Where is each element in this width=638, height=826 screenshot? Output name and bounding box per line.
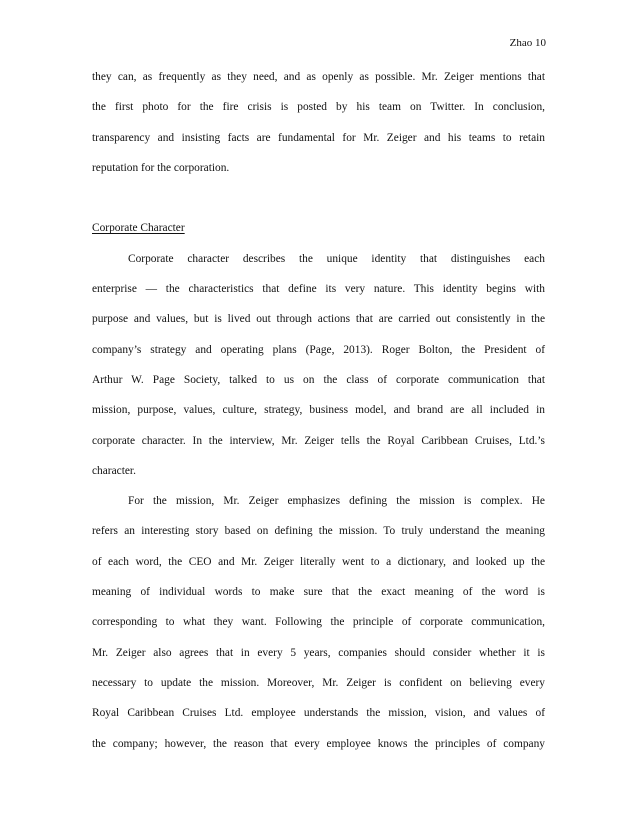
text-line: corresponding to what they want. Following the principle of corporate communication, [92,616,545,629]
body-text [92,62,545,759]
text-line: For the mission, Mr. Zeiger emphasizes defining the mission is complex. He [128,495,545,508]
paragraph-corporate-character [92,244,545,486]
text-line: reputation for the corporation. [92,161,230,174]
text-line: mission, purpose, values, culture, strategy, business model, and brand are all included in [92,404,545,417]
text-line: the company; however, the reason that every employee knows the principles of company [92,737,545,750]
text-line: Corporate character describes the unique identity that distinguishes each [128,252,545,265]
text-line: character. [92,464,136,477]
text-line: Royal Caribbean Cruises Ltd. employee understands the mission, vision, and values of [92,707,545,720]
text-line: Arthur W. Page Society, talked to us on the class of corporate communication that [92,373,545,386]
running-head: Zhao 10 [509,37,546,49]
text-line: they can, as frequently as they need, and as openly as possible. Mr. Zeiger mentions that [92,71,545,83]
text-line: necessary to update the mission. Moreover, Mr. Zeiger is confident on believing every [92,676,545,689]
text-line: Mr. Zeiger also agrees that in every 5 years, companies should consider whether it is [92,646,545,659]
blank-line [92,183,545,213]
paragraph-mission [92,486,545,759]
text-line: enterprise — the characteristics that define its very nature. This identity begins with [92,283,545,296]
text-line: purpose and values, but is lived out through actions that are carried out consistently in the [92,313,545,326]
text-line: corporate character. In the interview, Mr. Zeiger tells the Royal Caribbean Cruises, Ltd.’s [92,434,545,447]
text-line: transparency and insisting facts are fundamental for Mr. Zeiger and his teams to retain [92,131,545,144]
text-line: refers an interesting story based on defining the mission. To truly understand the meaning [92,525,545,538]
text-line: meaning of individual words to make sure that the exact meaning of the word is [92,586,545,599]
text-line: the first photo for the fire crisis is posted by his team on Twitter. In conclusion, [92,101,545,114]
section-heading: Corporate Character [92,222,185,235]
paragraph-crisis-conclusion [92,62,545,183]
text-line: of each word, the CEO and Mr. Zeiger literally went to a dictionary, and looked up the [92,555,545,568]
text-line: company’s strategy and operating plans (Page, 2013). Roger Bolton, the President of [92,343,545,356]
